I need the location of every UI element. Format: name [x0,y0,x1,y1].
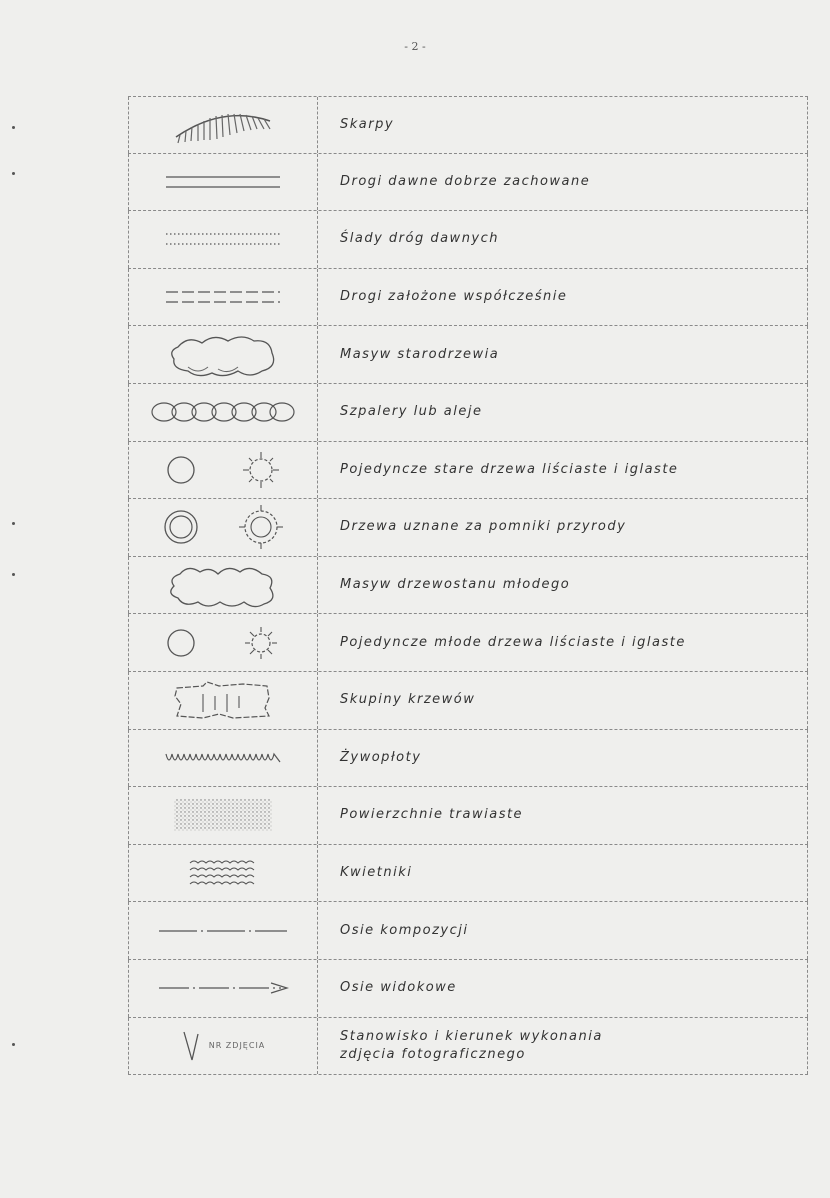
margin-mark [12,172,15,175]
legend-symbol [128,97,318,153]
legend-label: Powierzchnie trawiaste [318,787,808,844]
legend-row [128,557,808,615]
legend-label: Drzewa uznane za pomniki przyrody [318,499,808,556]
photo-position-icon [181,1028,201,1064]
legend-label: Żywopłoty [318,730,808,787]
legend-symbol [128,672,318,729]
dashed-lines-icon [158,285,288,309]
legend-symbol [128,902,318,959]
legend-row [128,730,808,788]
legend-symbol [128,557,318,614]
double-line-icon [158,170,288,194]
legend-symbol [128,960,318,1017]
legend-row [128,1018,808,1076]
legend-symbol [128,1018,318,1075]
legend-row [128,614,808,672]
young-trees-icon [153,621,293,665]
legend-symbol [128,499,318,556]
axis-line-icon [153,921,293,941]
legend-row [128,672,808,730]
legend-label: Pojedyncze młode drzewa liściaste i iglaste [318,614,808,671]
margin-mark [12,1043,15,1046]
legend-row [128,96,808,154]
legend-label: Ślady dróg dawnych [318,211,808,268]
grass-icon [168,795,278,835]
legend-symbol [128,787,318,844]
margin-mark [12,573,15,576]
skarpa-icon [158,105,288,145]
monument-trees-icon [153,503,293,551]
legend-row [128,269,808,327]
margin-mark [12,126,15,129]
legend-row [128,787,808,845]
legend-symbol [128,730,318,787]
legend-label: Skupiny krzewów [318,672,808,729]
legend-symbol [128,384,318,441]
alley-icon [148,397,298,427]
legend-table [128,96,808,1075]
legend-row [128,326,808,384]
legend-row [128,902,808,960]
dotted-lines-icon [158,227,288,251]
shrubs-icon [163,678,283,722]
legend-row [128,211,808,269]
legend-label: Drogi założone współcześnie [318,269,808,326]
legend-row [128,384,808,442]
legend-row [128,499,808,557]
legend-row [128,442,808,500]
legend-label: Stanowisko i kierunek wykonania zdjęcia fotograficznego [318,1018,808,1075]
legend-label: Skarpy [318,97,808,153]
legend-label: Masyw drzewostanu młodego [318,557,808,614]
page-number: - 2 - [404,40,426,53]
legend-row [128,154,808,212]
photo-number-label: NR ZDJĘCIA [208,1041,266,1051]
legend-symbol [128,211,318,268]
legend-label: Kwietniki [318,845,808,902]
young-stand-cloud-icon [158,560,288,610]
flowerbed-icon [168,853,278,893]
legend-symbol [128,845,318,902]
old-stand-cloud-icon [158,331,288,379]
legend-symbol [128,269,318,326]
legend-row [128,845,808,903]
legend-symbol [128,442,318,499]
photo-symbol [181,1028,266,1064]
legend-label: Drogi dawne dobrze zachowane [318,154,808,211]
arrow-line-icon [153,978,293,998]
old-trees-icon [153,448,293,492]
legend-label: Osie widokowe [318,960,808,1017]
legend-label: Osie kompozycji [318,902,808,959]
legend-label: Szpalery lub aleje [318,384,808,441]
legend-symbol [128,614,318,671]
legend-symbol [128,154,318,211]
legend-symbol [128,326,318,383]
legend-label: Masyw starodrzewia [318,326,808,383]
margin-mark [12,522,15,525]
wave-line-icon [158,748,288,768]
legend-label: Pojedyncze stare drzewa liściaste i iglaste [318,442,808,499]
legend-row [128,960,808,1018]
